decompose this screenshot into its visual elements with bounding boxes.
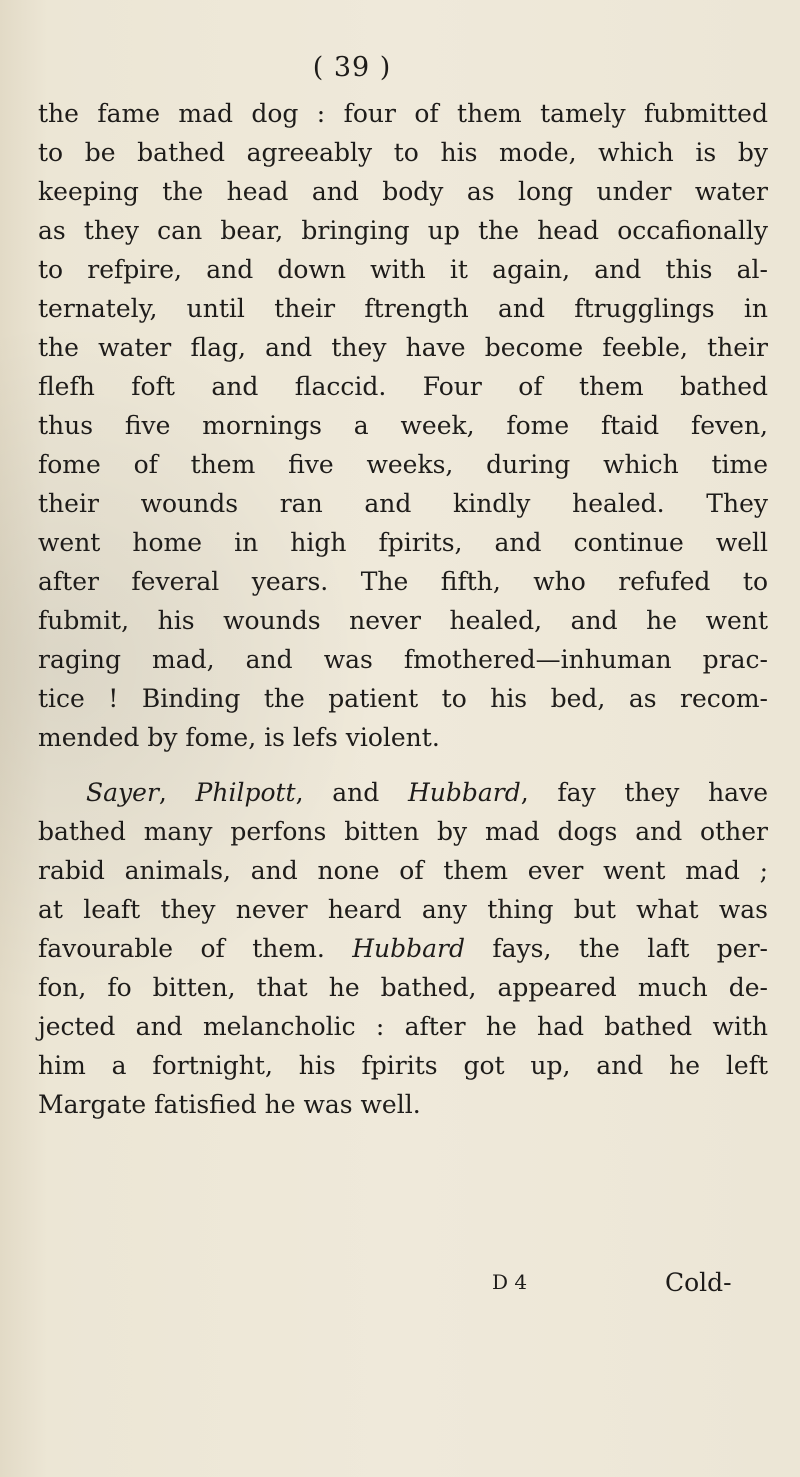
author-name: Hubbard [407,778,521,807]
text-line: thus five mornings a week, fome ftaid feven, [38,411,768,440]
text-line: tice ! Binding the patient to his bed, as recom- [38,684,768,713]
text-line: went home in high fpirits, and continue well [38,528,768,557]
paragraph-1 [38,94,768,757]
text-line: fon, fo bitten, that he bathed, appeared much de- [38,973,768,1002]
text-line: jected and melancholic : after he had bathed with [38,1012,768,1041]
text-line: after feveral years. The fifth, who refufed to [38,567,768,596]
text-line [38,929,768,968]
text-line: fubmit, his wounds never healed, and he went [38,606,768,635]
text-line: raging mad, and was fmothered—inhuman prac- [38,645,768,674]
text-line: him a fortnight, his fpirits got up, and he left [38,1051,768,1080]
text-line: bathed many perfons bitten by mad dogs and other [38,817,768,846]
page-number: ( 39 ) [312,52,392,83]
text-line: to be bathed agreeably to his mode, which is by [38,138,768,167]
author-name: Sayer [86,778,159,807]
text-line: the water flag, and they have become feeble, their [38,333,768,362]
text-fragment: , fay they have [520,778,768,807]
body-text [38,94,768,1124]
paragraph-2 [38,773,768,1124]
text-line: mended by fome, is lefs violent. [38,723,440,752]
text-line: to refpire, and down with it again, and this al- [38,255,768,284]
text-fragment: favourable of them. [38,934,353,963]
text-line: the fame mad dog : four of them tamely fubmitted [38,99,768,128]
text-line: ternately, until their ftrength and ftrugglings in [38,294,768,323]
text-fragment: fays, the laft per- [464,934,768,963]
text-line: as they can bear, bringing up the head occafionally [38,216,768,245]
signature-mark: D 4 [492,1270,528,1294]
catchword: Cold- [665,1268,732,1297]
text-line: fome of them five weeks, during which time [38,450,768,479]
text-fragment: , and [295,778,408,807]
author-name: Hubbard [352,934,465,963]
text-line [38,773,768,812]
text-line: flefh foft and flaccid. Four of them bathed [38,372,768,401]
text-line: at leaft they never heard any thing but what was [38,895,768,924]
text-line: rabid animals, and none of them ever went mad ; [38,856,768,885]
author-name: Philpott [195,778,296,807]
text-line: Margate fatisfied he was well. [38,1090,421,1119]
text-line: their wounds ran and kindly healed. They [38,489,768,518]
text-fragment: , [158,778,196,807]
text-line: keeping the head and body as long under water [38,177,768,206]
